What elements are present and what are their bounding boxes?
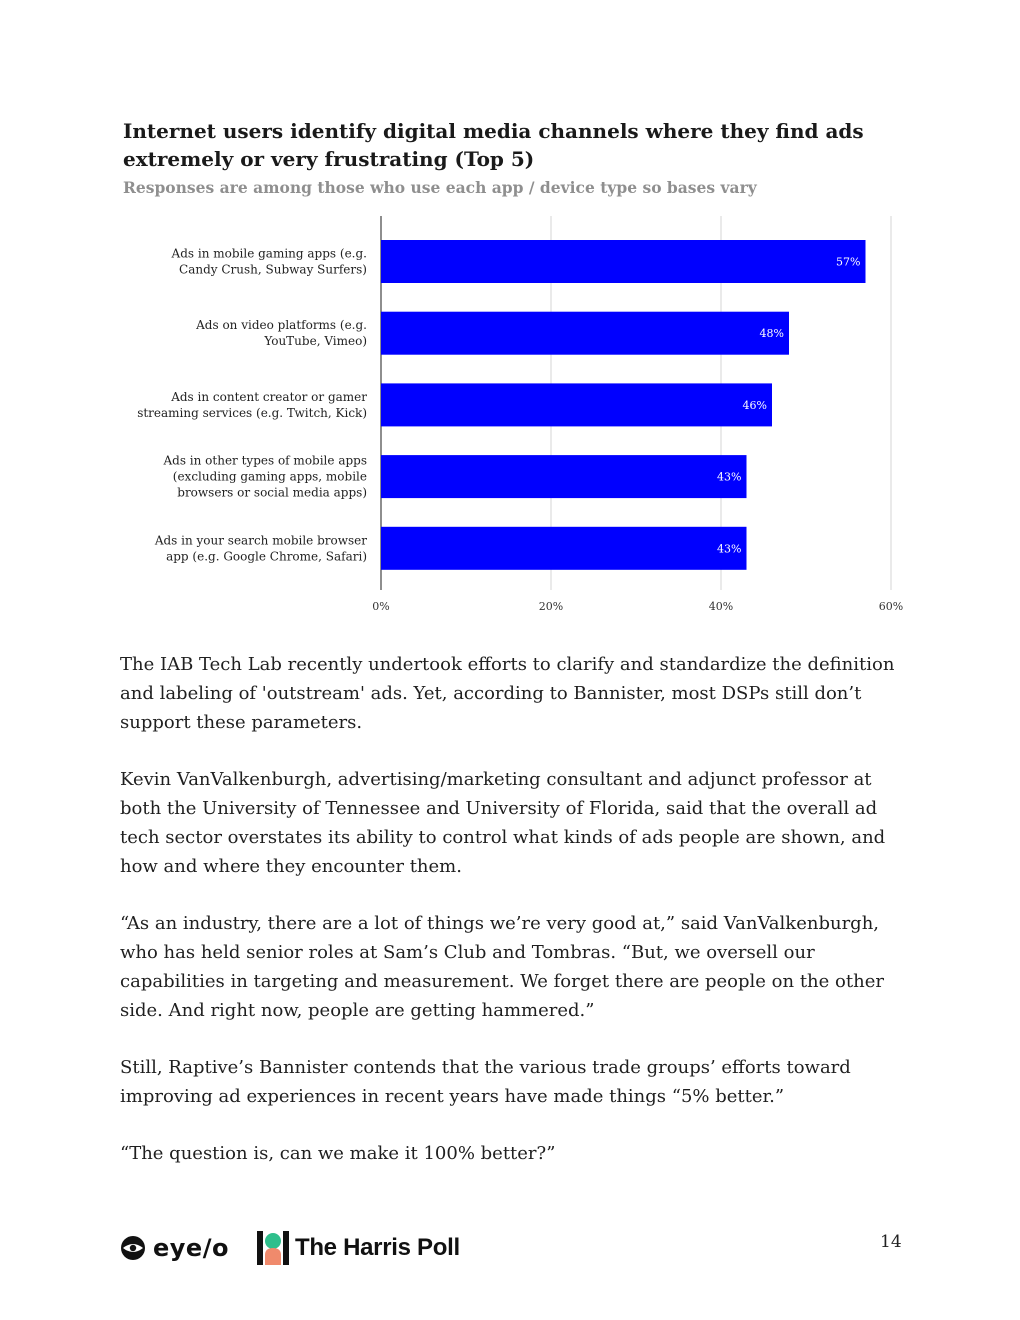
footer-logos (120, 1228, 460, 1268)
category-label (195, 318, 367, 348)
bar-chart (120, 212, 920, 622)
category-label-line: Ads in other types of mobile apps (163, 453, 367, 468)
paragraph: Still, Raptive’s Bannister contends that the various trade groups’ efforts toward improving ad experiences in recent years have made things “5% better.” (120, 1057, 851, 1107)
category-label-line: (excluding gaming apps, mobile (172, 469, 367, 484)
category-label-line: YouTube, Vimeo) (264, 334, 367, 349)
bar (381, 240, 866, 283)
category-label-line: browsers or social media apps) (177, 485, 367, 500)
bar (381, 455, 747, 498)
eyeo-logo (120, 1234, 229, 1262)
chart-x-tick-labels (372, 600, 903, 613)
harris-poll-logo-text: The Harris Poll (294, 1234, 460, 1261)
harris-poll-logo (257, 1231, 460, 1265)
eyeo-logo-text: eye/o (153, 1234, 229, 1262)
x-tick-label: 40% (708, 600, 734, 613)
bar (381, 527, 747, 570)
x-tick-label: 20% (538, 600, 564, 613)
category-label (137, 390, 367, 420)
paragraph: Kevin VanValkenburgh, advertising/marketing consultant and adjunct professor at both the University of Tennessee and University of Florida, said that the overall ad tech sector overstates its ability to control what kinds of ads people are shown, and how and where they encounter them. (120, 769, 886, 877)
eye-icon (120, 1235, 146, 1261)
category-label (171, 247, 367, 277)
bar-value-label: 43% (717, 470, 742, 484)
chart-title: Internet users identify digital media channels where they find ads extremely or very frustrating (Top 5) (123, 119, 864, 171)
x-tick-label: 60% (878, 600, 904, 613)
x-tick-label: 0% (372, 600, 390, 613)
paragraph: The IAB Tech Lab recently undertook efforts to clarify and standardize the definition and labeling of 'outstream' ads. Yet, according to Bannister, most DSPs still don’t support these parameters. (120, 654, 895, 733)
category-label (162, 454, 367, 500)
chart-subtitle: Responses are among those who use each app / device type so bases vary (123, 178, 757, 197)
category-label-line: Candy Crush, Subway Surfers) (179, 262, 367, 277)
paragraph: “As an industry, there are a lot of things we’re very good at,” said VanValkenburgh, who has held senior roles at Sam’s Club and Tombras. “But, we oversell our capabilities in targeting and measurement. We forget there are people on the other side. And right now, people are getting hammered.” (120, 913, 884, 1021)
category-label (154, 533, 367, 563)
bar (381, 312, 789, 355)
bar (381, 383, 772, 426)
category-label-line: Ads in content creator or gamer (171, 389, 367, 404)
bar-value-label: 48% (759, 327, 784, 341)
category-label-line: streaming services (e.g. Twitch, Kick) (137, 405, 367, 420)
page-number: 14 (880, 1232, 902, 1252)
bar-value-label: 43% (717, 542, 742, 556)
harris-poll-mark-icon (257, 1231, 289, 1265)
category-label-line: app (e.g. Google Chrome, Safari) (166, 549, 367, 564)
bar-value-label: 46% (742, 398, 767, 412)
chart-category-labels (137, 247, 367, 564)
category-label-line: Ads in mobile gaming apps (e.g. (171, 246, 367, 261)
category-label-line: Ads in your search mobile browser (154, 533, 367, 548)
chart-bars (381, 240, 866, 570)
paragraph: “The question is, can we make it 100% better?” (120, 1143, 556, 1164)
bar-value-label: 57% (836, 255, 861, 269)
article-body (120, 650, 910, 1196)
category-label-line: Ads on video platforms (e.g. (196, 318, 367, 333)
